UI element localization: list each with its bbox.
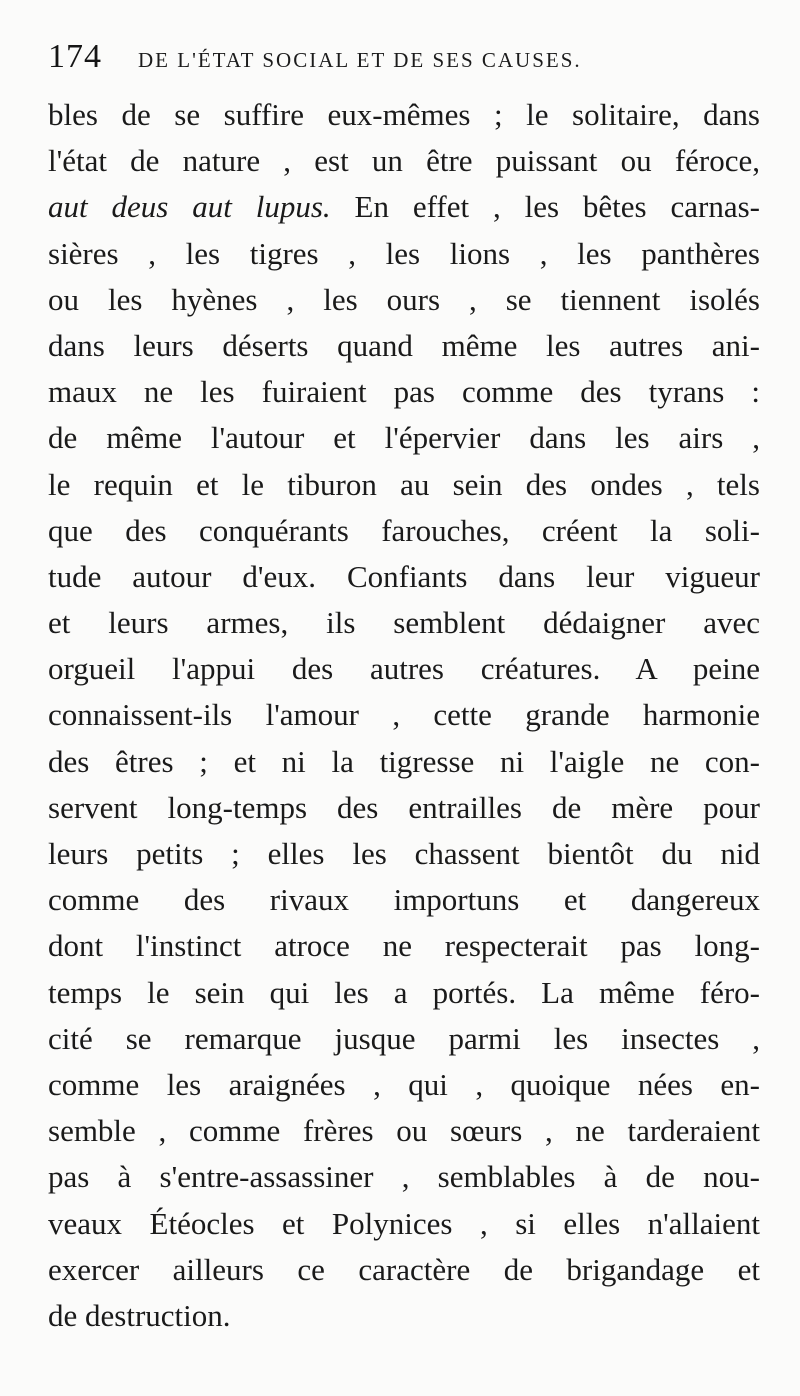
text-line-16: servent long-temps des entrailles de mère pour [48,789,760,825]
text-line-12: et leurs armes, ils semblent dédaigner avec [48,605,760,641]
text-line-9: le requin et le tiburon au sein des ondes , tels [48,466,760,502]
text-line-3 [48,184,760,230]
text-line-14: connaissent-ils l'amour , cette grande harmonie [48,697,760,733]
text-line-23: semble , comme frères ou sœurs , ne tarderaient [48,1113,760,1149]
text-line-10: que des conquérants farouches, créent la soli- [48,512,760,548]
text-line-17: leurs petits ; elles les chassent bientôt du nid [48,836,760,871]
running-title: DE L'ÉTAT SOCIAL ET DE SES CAUSES. [138,48,582,72]
text-line-26: exercer ailleurs ce caractère de brigandage et [48,1251,760,1287]
text-line-20: temps le sein qui les a portés. La même féro- [48,974,760,1010]
running-head [48,38,768,84]
text-line-25: veaux Étéocles et Polynices , si elles n'allaient [48,1205,760,1241]
body-text [48,92,760,1339]
text-line-6: dans leurs déserts quand même les autres ani- [48,327,760,363]
text-line-27: de destruction. [48,1297,231,1333]
text-line-15: des êtres ; et ni la tigresse ni l'aigle ne con- [48,743,760,779]
text-line-3-rest: En effet , les bêtes carnas- [330,189,760,225]
latin-phrase: aut deus aut lupus. [48,189,331,225]
text-line-19: dont l'instinct atroce ne respecterait pas long- [48,928,760,964]
text-line-13: orgueil l'appui des autres créatures. A peine [48,651,760,687]
text-line-24: pas à s'entre-assassiner , semblables à de nou- [48,1159,760,1195]
page-number: 174 [48,38,102,75]
text-line-8: de même l'autour et l'épervier dans les airs , [48,420,760,456]
text-line-18: comme des rivaux importuns et dangereux [48,882,760,918]
text-line-7: maux ne les fuiraient pas comme des tyrans : [48,374,760,410]
text-line-2: l'état de nature , est un être puissant ou féroce, [48,143,760,179]
text-line-4: sières , les tigres , les lions , les panthères [48,235,760,271]
text-line-21: cité se remarque jusque parmi les insectes , [48,1020,760,1056]
text-line-5: ou les hyènes , les ours , se tiennent isolés [48,281,760,317]
text-line-22: comme les araignées , qui , quoique nées en- [48,1066,760,1102]
text-line-11: tude autour d'eux. Confiants dans leur vigueur [48,558,760,594]
text-line-1: bles de se suffire eux-mêmes ; le solitaire, dans [48,97,760,132]
